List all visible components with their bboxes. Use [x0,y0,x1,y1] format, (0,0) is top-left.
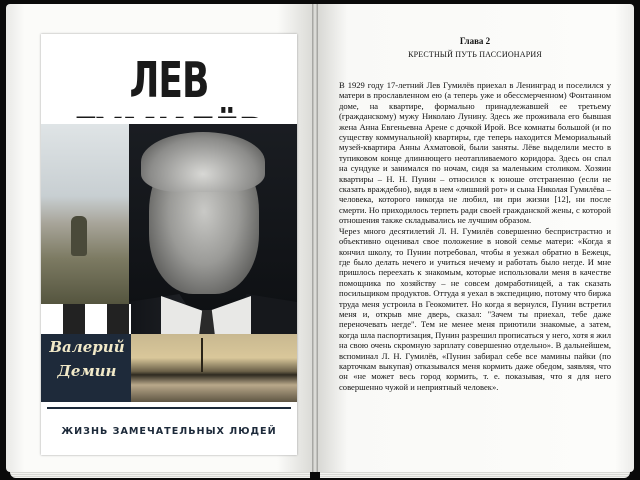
cover-hair [141,132,265,192]
cover-landscape [41,124,131,304]
chapter-body [339,80,611,392]
right-page-edge [320,472,630,478]
cover-photo [41,124,297,402]
cover-checker-strip [41,304,131,334]
chapter-paragraph: В 1929 году 17-летний Лев Гумилёв приехал в Ленинград и поселился у матери в прославленном ею (а теперь уже и обессмерченном) Фонтанном доме, на квартире, формально принадлежавшей ее третьему (гражданскому) мужу Николаю Лунину. Здесь же проживала его бывшая жена Анна Евгеньевна Арене с дочкой Ирой. Все комнаты большой (и по существу коммунальной) квартиры, где теперь находится Мемориальный музей-квартира Анны Ахматовой, были заняты. Лёве выделили место в тупиковом конце длиннющего неотапливаемого коридора. Здесь он спал на сундуке и занимался по ночам, сидя за маленьким столиком. Хозяин квартиры – Н. Н. Пунин – относился к юноше отстраненно (если не сказать враждебно), видя в нем «лишний рот» и сына Николая Гумилёва – человека, которого никогда не любил, ни при жизни [12], ни после смерти. Но приходилось терпеть ради своей гражданской жены, с которой отношения также складывались не лучшим образом. [339,80,611,226]
chapter-paragraph: Через много десятилетий Л. Н. Гумилёв совершенно беспристрастно и объективно оценивал свое положение в новой семье матери: «Когда я кончил школу, то Пунин потребовал, чтобы я уезжал обратно в Бежецк, где было делать нечего и учиться нечему и работать было негде. И мне пришлось переехать к знакомым, которые использовали меня в качестве помощника по хозяйству – не совсем домработницей, а так сказать посильщиком продуктов. Оттуда я уехал в экспедицию, потому что биржа труда меня устроила в Геокомитет. Но когда я вернулся, Пунин встретил меня и, открыв мне дверь, сказал: "Зачем ты приехал, тебе даже переночевать негде". Тем не менее меня приютили знакомые, а затем, когда шла паспортизация, Пунин разрешил прописаться у него, хотя я жил на свою очень скромную зарплату совершенно отдельно». В дальнейшем, вспоминал Л. Н. Гумилёв, «Пунин забирал себе все мамины пайки (по карточкам выкупая) отказывался меня кормить даже обедом, заявляя, что он «не может весь город кормить, т. е. показывая, что я для него совершенно чужой и неприятный человек». [339,225,611,392]
book-spine [312,4,318,472]
cover-author-last-name: Демин [57,362,117,380]
cover-author-first-name: Валерий [49,338,125,356]
cover-spire [201,338,203,372]
cover-series-rule [47,407,291,409]
left-page-edge [10,472,310,478]
cover-title: ЛЕВ [129,54,209,110]
cover-city-panorama [131,334,297,402]
cover-stone-figure [71,216,87,256]
chapter-subtitle: КРЕСТНЫЙ ПУТЬ ПАССИОНАРИЯ [408,50,542,59]
book-cover [41,34,297,455]
chapter-heading: Глава 2 [459,36,491,46]
cover-series-title: ЖИЗНЬ ЗАМЕЧАТЕЛЬНЫХ ЛЮДЕЙ [61,426,277,437]
